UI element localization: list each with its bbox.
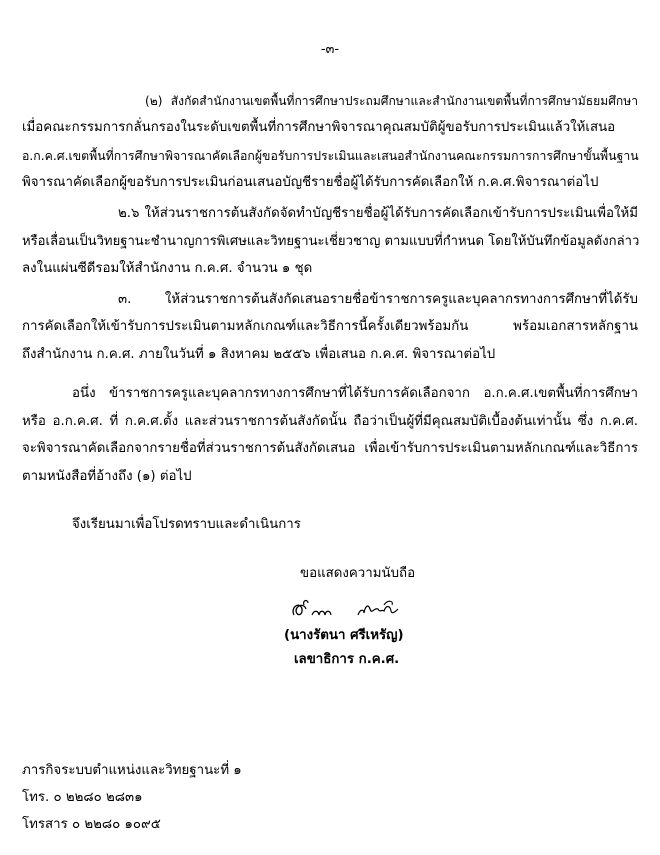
footer-department: ภารกิจระบบตำแหน่งและวิทยฐานะที่ ๑ xyxy=(22,763,242,778)
footer-phone: โทร. ๐ ๒๒๘๐ ๒๘๓๑ xyxy=(22,790,143,805)
paragraph-line: จะพิจารณาคัดเลือกจากรายชื่อที่ส่วนราชการต้นสังกัดเสนอ เพื่อเข้ารับการประเมินตามหลักเกณฑ์และวิธีการ xyxy=(22,441,638,456)
signature-image xyxy=(288,597,428,623)
paragraph-line: หรือ อ.ก.ค.ศ. ที่ ก.ค.ศ.ตั้ง และส่วนราชการต้นสังกัดนั้น ถือว่าเป็นผู้ที่มีคุณสมบัติเบื้องต้นเท่านั้น ซึ่ง ก.ค.ศ. xyxy=(22,414,638,429)
paragraph-line: ตามหนังสือที่อ้างถึง (๑) ต่อไป xyxy=(22,469,192,484)
page-number: -๓- xyxy=(320,42,340,57)
paragraph-line: ๒.๖ ให้ส่วนราชการต้นสังกัดจัดทำบัญชีรายชื่อผู้ได้รับการคัดเลือกเข้ารับการประเมินเพื่อให้มี xyxy=(118,206,638,221)
paragraph-line: ๓. ให้ส่วนราชการต้นสังกัดเสนอรายชื่อข้าราชการครูและบุคลากรทางการศึกษาที่ได้รับ xyxy=(118,292,638,307)
paragraph-line: ลงในแผ่นซีดีรอมให้สำนักงาน ก.ค.ศ. จำนวน ๑ ชุด xyxy=(22,261,313,276)
salutation: ขอแสดงความนับถือ xyxy=(300,566,416,581)
paragraph-line: (๒) สังกัดสำนักงานเขตพื้นที่การศึกษาประถมศึกษาและสำนักงานเขตพื้นที่การศึกษามัธยมศึกษา xyxy=(145,94,638,108)
paragraph-line: พิจารณาคัดเลือกผู้ขอรับการประเมินก่อนเสนอบัญชีรายชื่อผู้ได้รับการคัดเลือกให้ ก.ค.ศ.พิจารณาต่อไป xyxy=(22,175,599,190)
paragraph-line: หรือเลื่อนเป็นวิทยฐานะชำนาญการพิเศษและวิทยฐานะเชี่ยวชาญ ตามแบบที่กำหนด โดยให้บันทึกข้อมูลดังกล่าว xyxy=(22,234,640,249)
paragraph-line: อ.ก.ค.ศ.เขตพื้นที่การศึกษาพิจารณาคัดเลือกผู้ขอรับการประเมินและเสนอสำนักงานคณะกรรมการการศึกษาขั้นพื้นฐาน xyxy=(22,149,639,163)
paragraph-line: เมื่อคณะกรรมการกลั่นกรองในระดับเขตพื้นที่การศึกษาพิจารณาคุณสมบัติผู้ขอรับการประเมินแล้วให้เสนอ xyxy=(22,120,616,135)
signatory-name: (นางรัตนา ศรีเหรัญ) xyxy=(284,628,404,643)
closing-sentence: จึงเรียนมาเพื่อโปรดทราบและดำเนินการ xyxy=(72,517,301,532)
paragraph-line: อนึ่ง ข้าราชการครูและบุคลากรทางการศึกษาที่ได้รับการคัดเลือกจาก อ.ก.ค.ศ.เขตพื้นที่การศึกษา xyxy=(72,386,638,401)
footer-fax: โทรสาร ๐ ๒๒๘๐ ๑๐๙๕ xyxy=(22,817,161,832)
paragraph-line: ถึงสำนักงาน ก.ค.ศ. ภายในวันที่ ๑ สิงหาคม ๒๕๕๖ เพื่อเสนอ ก.ค.ศ. พิจารณาต่อไป xyxy=(22,347,496,362)
paragraph-line: การคัดเลือกให้เข้ารับการประเมินตามหลักเกณฑ์และวิธีการนี้ครั้งเดียวพร้อมกัน พร้อมเอกสารหลักฐาน xyxy=(22,319,638,334)
signatory-position: เลขาธิการ ก.ค.ศ. xyxy=(294,652,400,667)
